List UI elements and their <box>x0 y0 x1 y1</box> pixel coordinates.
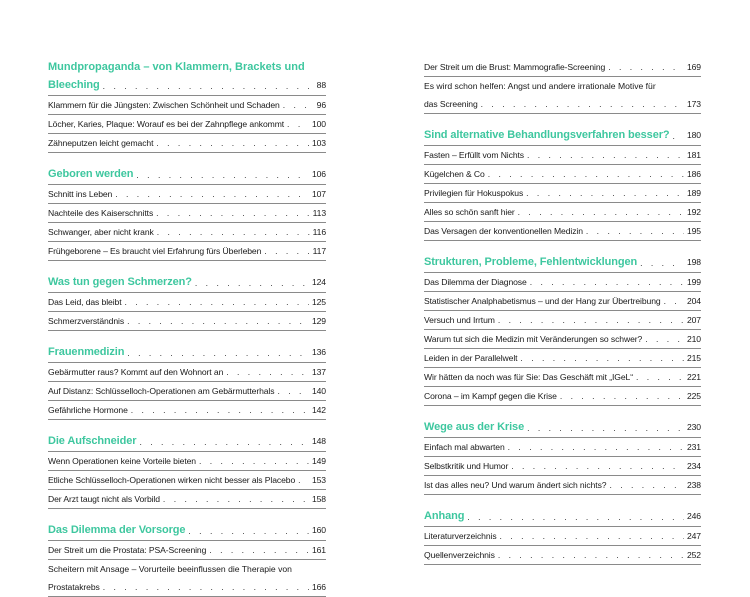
page-number: 195 <box>686 226 701 236</box>
chapter-title: Strukturen, Probleme, Fehlentwicklungen <box>424 256 638 268</box>
toc-entry[interactable] <box>424 311 701 330</box>
toc-section <box>424 58 701 114</box>
dot-leader <box>226 363 309 381</box>
dot-leader <box>156 134 309 152</box>
dot-leader <box>508 438 684 456</box>
toc-entry[interactable] <box>48 242 326 261</box>
page-number: 153 <box>311 475 326 485</box>
entry-title: Literaturverzeichnis <box>424 531 497 541</box>
toc-chapter[interactable] <box>48 165 326 185</box>
dot-leader <box>527 146 684 164</box>
dot-leader <box>518 203 684 221</box>
chapter-title: Bleeching <box>48 79 100 91</box>
toc-entry[interactable] <box>48 382 326 401</box>
dot-leader <box>127 312 309 330</box>
toc-section <box>424 126 701 241</box>
dot-leader <box>131 401 309 419</box>
toc-entry[interactable] <box>424 184 701 203</box>
toc-entry[interactable] <box>424 387 701 406</box>
page-number: 113 <box>312 208 326 218</box>
dot-leader <box>498 546 684 564</box>
entry-title: Das Versagen der konventionellen Medizin <box>424 226 583 236</box>
dot-leader <box>195 274 309 292</box>
entry-title: Fasten – Erfüllt vom Nichts <box>424 150 524 160</box>
dot-leader <box>115 185 309 203</box>
entry-title: Privilegien für Hokuspokus <box>424 188 524 198</box>
toc-entry[interactable] <box>424 546 701 565</box>
dot-leader <box>127 344 309 362</box>
page-number: 221 <box>686 372 701 382</box>
chapter-title: Wege aus der Krise <box>424 421 525 433</box>
entry-title: Das Dilemma der Diagnose <box>424 277 527 287</box>
toc-entry[interactable] <box>424 146 701 165</box>
chapter-title: Anhang <box>424 510 465 522</box>
toc-entry[interactable] <box>48 401 326 420</box>
dot-leader <box>526 184 684 202</box>
dot-leader <box>136 166 309 184</box>
entry-title: Corona – im Kampf gegen die Krise <box>424 391 557 401</box>
page-number: 210 <box>686 334 701 344</box>
toc-entry[interactable] <box>48 560 326 597</box>
entry-title: Etliche Schlüsselloch-Operationen wirken nicht besser als Placebo <box>48 475 296 485</box>
page-number: 192 <box>686 207 701 217</box>
entry-title: Alles so schön sanft hier <box>424 207 515 217</box>
dot-leader <box>673 127 684 145</box>
toc-chapter[interactable] <box>48 343 326 363</box>
page-number: 116 <box>312 227 326 237</box>
toc-entry[interactable] <box>48 471 326 490</box>
entry-title: Prostatakrebs <box>48 582 100 592</box>
entry-title: Warum tut sich die Medizin mit Veränderungen so schwer? <box>424 334 643 344</box>
dot-leader <box>498 311 684 329</box>
toc-entry[interactable] <box>424 368 701 387</box>
toc-entry[interactable] <box>48 204 326 223</box>
page-number: 189 <box>686 188 701 198</box>
chapter-title: Frauenmedizin <box>48 346 125 358</box>
entry-title: Wenn Operationen keine Vorteile bieten <box>48 456 196 466</box>
entry-title: Der Arzt taugt nicht als Vorbild <box>48 494 160 504</box>
entry-title: das Screening <box>424 99 478 109</box>
page-number: 149 <box>311 456 326 466</box>
dot-leader <box>609 476 684 494</box>
dot-leader <box>467 508 684 526</box>
toc-left-column <box>48 58 326 597</box>
entry-title: Gebärmutter raus? Kommt auf den Wohnort an <box>48 367 224 377</box>
toc-entry[interactable] <box>48 363 326 382</box>
page-number: 158 <box>311 494 326 504</box>
page-number: 100 <box>311 119 326 129</box>
toc-entry[interactable] <box>48 452 326 471</box>
dot-leader <box>283 96 314 114</box>
entry-title: Wir hätten da noch was für Sie: Das Geschäft mit „IGeL“ <box>424 372 633 382</box>
page-number: 169 <box>686 62 701 72</box>
page-number: 106 <box>311 169 326 179</box>
toc-entry[interactable] <box>424 349 701 368</box>
toc-chapter[interactable] <box>424 253 701 273</box>
toc-section <box>48 58 326 153</box>
toc-entry[interactable] <box>424 457 701 476</box>
entry-title: Klammern für die Jüngsten: Zwischen Schönheit und Schaden <box>48 100 280 110</box>
page-number: 231 <box>686 442 701 452</box>
page-number: 161 <box>311 545 326 555</box>
entry-title: Leiden in der Parallelwelt <box>424 353 518 363</box>
entry-title: Nachteile des Kaiserschnitts <box>48 208 154 218</box>
dot-leader <box>298 471 309 489</box>
entry-title: Ist das alles neu? Und warum ändert sich nichts? <box>424 480 607 490</box>
entry-title: Der Streit um die Prostata: PSA-Screening <box>48 545 207 555</box>
toc-chapter[interactable] <box>48 58 326 96</box>
toc-chapter[interactable] <box>424 126 701 146</box>
entry-title: Das Leid, das bleibt <box>48 297 122 307</box>
dot-leader <box>488 165 684 183</box>
toc-chapter[interactable] <box>48 273 326 293</box>
entry-title: Versuch und Irrtum <box>424 315 495 325</box>
toc-chapter[interactable] <box>424 418 701 438</box>
toc-entry[interactable] <box>424 58 701 77</box>
page-number: 199 <box>686 277 701 287</box>
toc-entry[interactable] <box>424 77 701 114</box>
dot-leader <box>640 254 684 272</box>
dot-leader <box>103 578 309 596</box>
toc-entry[interactable] <box>48 115 326 134</box>
dot-leader <box>645 330 684 348</box>
toc-section <box>48 165 326 261</box>
dot-leader <box>287 115 309 133</box>
entry-title: Selbstkritik und Humor <box>424 461 509 471</box>
entry-title: Kügelchen & Co <box>424 169 485 179</box>
entry-title: Schwanger, aber nicht krank <box>48 227 154 237</box>
page-number: 137 <box>311 367 326 377</box>
page-number: 136 <box>311 347 326 357</box>
page-number: 173 <box>686 99 701 109</box>
toc-section <box>48 521 326 597</box>
chapter-title: Geboren werden <box>48 168 134 180</box>
page-number: 107 <box>311 189 326 199</box>
page-number: 246 <box>686 511 701 521</box>
page-number: 198 <box>686 257 701 267</box>
dot-leader <box>520 349 684 367</box>
dot-leader <box>527 419 684 437</box>
page-number: 204 <box>686 296 701 306</box>
toc-section <box>48 343 326 420</box>
entry-title: Quellenverzeichnis <box>424 550 495 560</box>
entry-title-line: Scheitern mit Ansage – Vorurteile beeinflussen die Therapie von <box>48 564 292 574</box>
dot-leader <box>636 368 684 386</box>
dot-leader <box>209 541 309 559</box>
chapter-title: Das Dilemma der Vorsorge <box>48 524 186 536</box>
toc-entry[interactable] <box>424 438 701 457</box>
toc-entry[interactable] <box>424 165 701 184</box>
toc-section <box>48 273 326 331</box>
toc-entry[interactable] <box>48 293 326 312</box>
dot-leader <box>586 222 684 240</box>
dot-leader <box>511 457 684 475</box>
entry-title: Einfach mal abwarten <box>424 442 505 452</box>
dot-leader <box>103 77 314 95</box>
dot-leader <box>156 204 309 222</box>
toc-section <box>48 432 326 509</box>
page-number: 160 <box>311 525 326 535</box>
dot-leader <box>124 293 308 311</box>
dot-leader <box>608 58 684 76</box>
dot-leader <box>264 242 309 260</box>
toc-entry[interactable] <box>48 490 326 509</box>
toc-entry[interactable] <box>48 134 326 153</box>
dot-leader <box>481 95 684 113</box>
dot-leader <box>139 433 308 451</box>
entry-title: Frühgeborene – Es braucht viel Erfahrung fürs Überleben <box>48 246 262 256</box>
entry-title: Schnitt ins Leben <box>48 189 113 199</box>
dot-leader <box>277 382 309 400</box>
entry-title: Auf Distanz: Schlüsselloch-Operationen am Gebärmutterhals <box>48 386 275 396</box>
page-number: 247 <box>686 531 701 541</box>
entry-title: Statistischer Analphabetismus – und der Hang zur Übertreibung <box>424 296 661 306</box>
toc-section <box>424 507 701 565</box>
page-number: 96 <box>316 100 326 110</box>
page-number: 88 <box>316 80 326 90</box>
toc-entry[interactable] <box>48 541 326 560</box>
toc-chapter[interactable] <box>48 432 326 452</box>
page-number: 238 <box>686 480 701 490</box>
toc-chapter[interactable] <box>48 521 326 541</box>
page-number: 166 <box>311 582 326 592</box>
dot-leader <box>157 223 310 241</box>
page-number: 129 <box>311 316 326 326</box>
page-number: 252 <box>686 550 701 560</box>
page-number: 180 <box>686 130 701 140</box>
dot-leader <box>530 273 684 291</box>
page-number: 186 <box>686 169 701 179</box>
toc-section <box>424 253 701 406</box>
chapter-title: Die Aufschneider <box>48 435 137 447</box>
dot-leader <box>560 387 684 405</box>
page-number: 207 <box>686 315 701 325</box>
chapter-title: Sind alternative Behandlungsverfahren besser? <box>424 129 670 141</box>
dot-leader <box>664 292 684 310</box>
toc-entry[interactable] <box>48 312 326 331</box>
toc-entry[interactable] <box>424 203 701 222</box>
page-number: 124 <box>311 277 326 287</box>
toc-entry[interactable] <box>424 222 701 241</box>
page-number: 215 <box>686 353 701 363</box>
entry-title: Der Streit um die Brust: Mammografie-Screening <box>424 62 606 72</box>
toc-section <box>424 418 701 495</box>
toc-entry[interactable] <box>48 96 326 115</box>
toc-entry[interactable] <box>424 292 701 311</box>
page-number: 230 <box>686 422 701 432</box>
dot-leader <box>188 522 309 540</box>
page-number: 234 <box>686 461 701 471</box>
entry-title: Zähneputzen leicht gemacht <box>48 138 154 148</box>
page-number: 140 <box>311 386 326 396</box>
toc-entry[interactable] <box>48 185 326 204</box>
chapter-title: Was tun gegen Schmerzen? <box>48 276 192 288</box>
entry-title: Gefährliche Hormone <box>48 405 128 415</box>
toc-chapter[interactable] <box>424 507 701 527</box>
toc-right-column <box>424 58 701 565</box>
page-number: 225 <box>686 391 701 401</box>
toc-entry[interactable] <box>424 330 701 349</box>
page-number: 148 <box>311 436 326 446</box>
dot-leader <box>199 452 309 470</box>
dot-leader <box>163 490 309 508</box>
page-number: 125 <box>311 297 326 307</box>
toc-entry[interactable] <box>424 476 701 495</box>
entry-title-line: Es wird schon helfen: Angst und andere irrationale Motive für <box>424 81 656 91</box>
page-number: 117 <box>312 246 326 256</box>
toc-entry[interactable] <box>48 223 326 242</box>
entry-title: Schmerzverständnis <box>48 316 125 326</box>
chapter-title-line: Mundpropaganda – von Klammern, Brackets und <box>48 61 305 73</box>
page-number: 142 <box>311 405 326 415</box>
dot-leader <box>500 527 684 545</box>
toc-entry[interactable] <box>424 273 701 292</box>
toc-entry[interactable] <box>424 527 701 546</box>
page-number: 181 <box>686 150 701 160</box>
entry-title: Löcher, Karies, Plaque: Worauf es bei der Zahnpflege ankommt <box>48 119 285 129</box>
page-number: 103 <box>311 138 326 148</box>
